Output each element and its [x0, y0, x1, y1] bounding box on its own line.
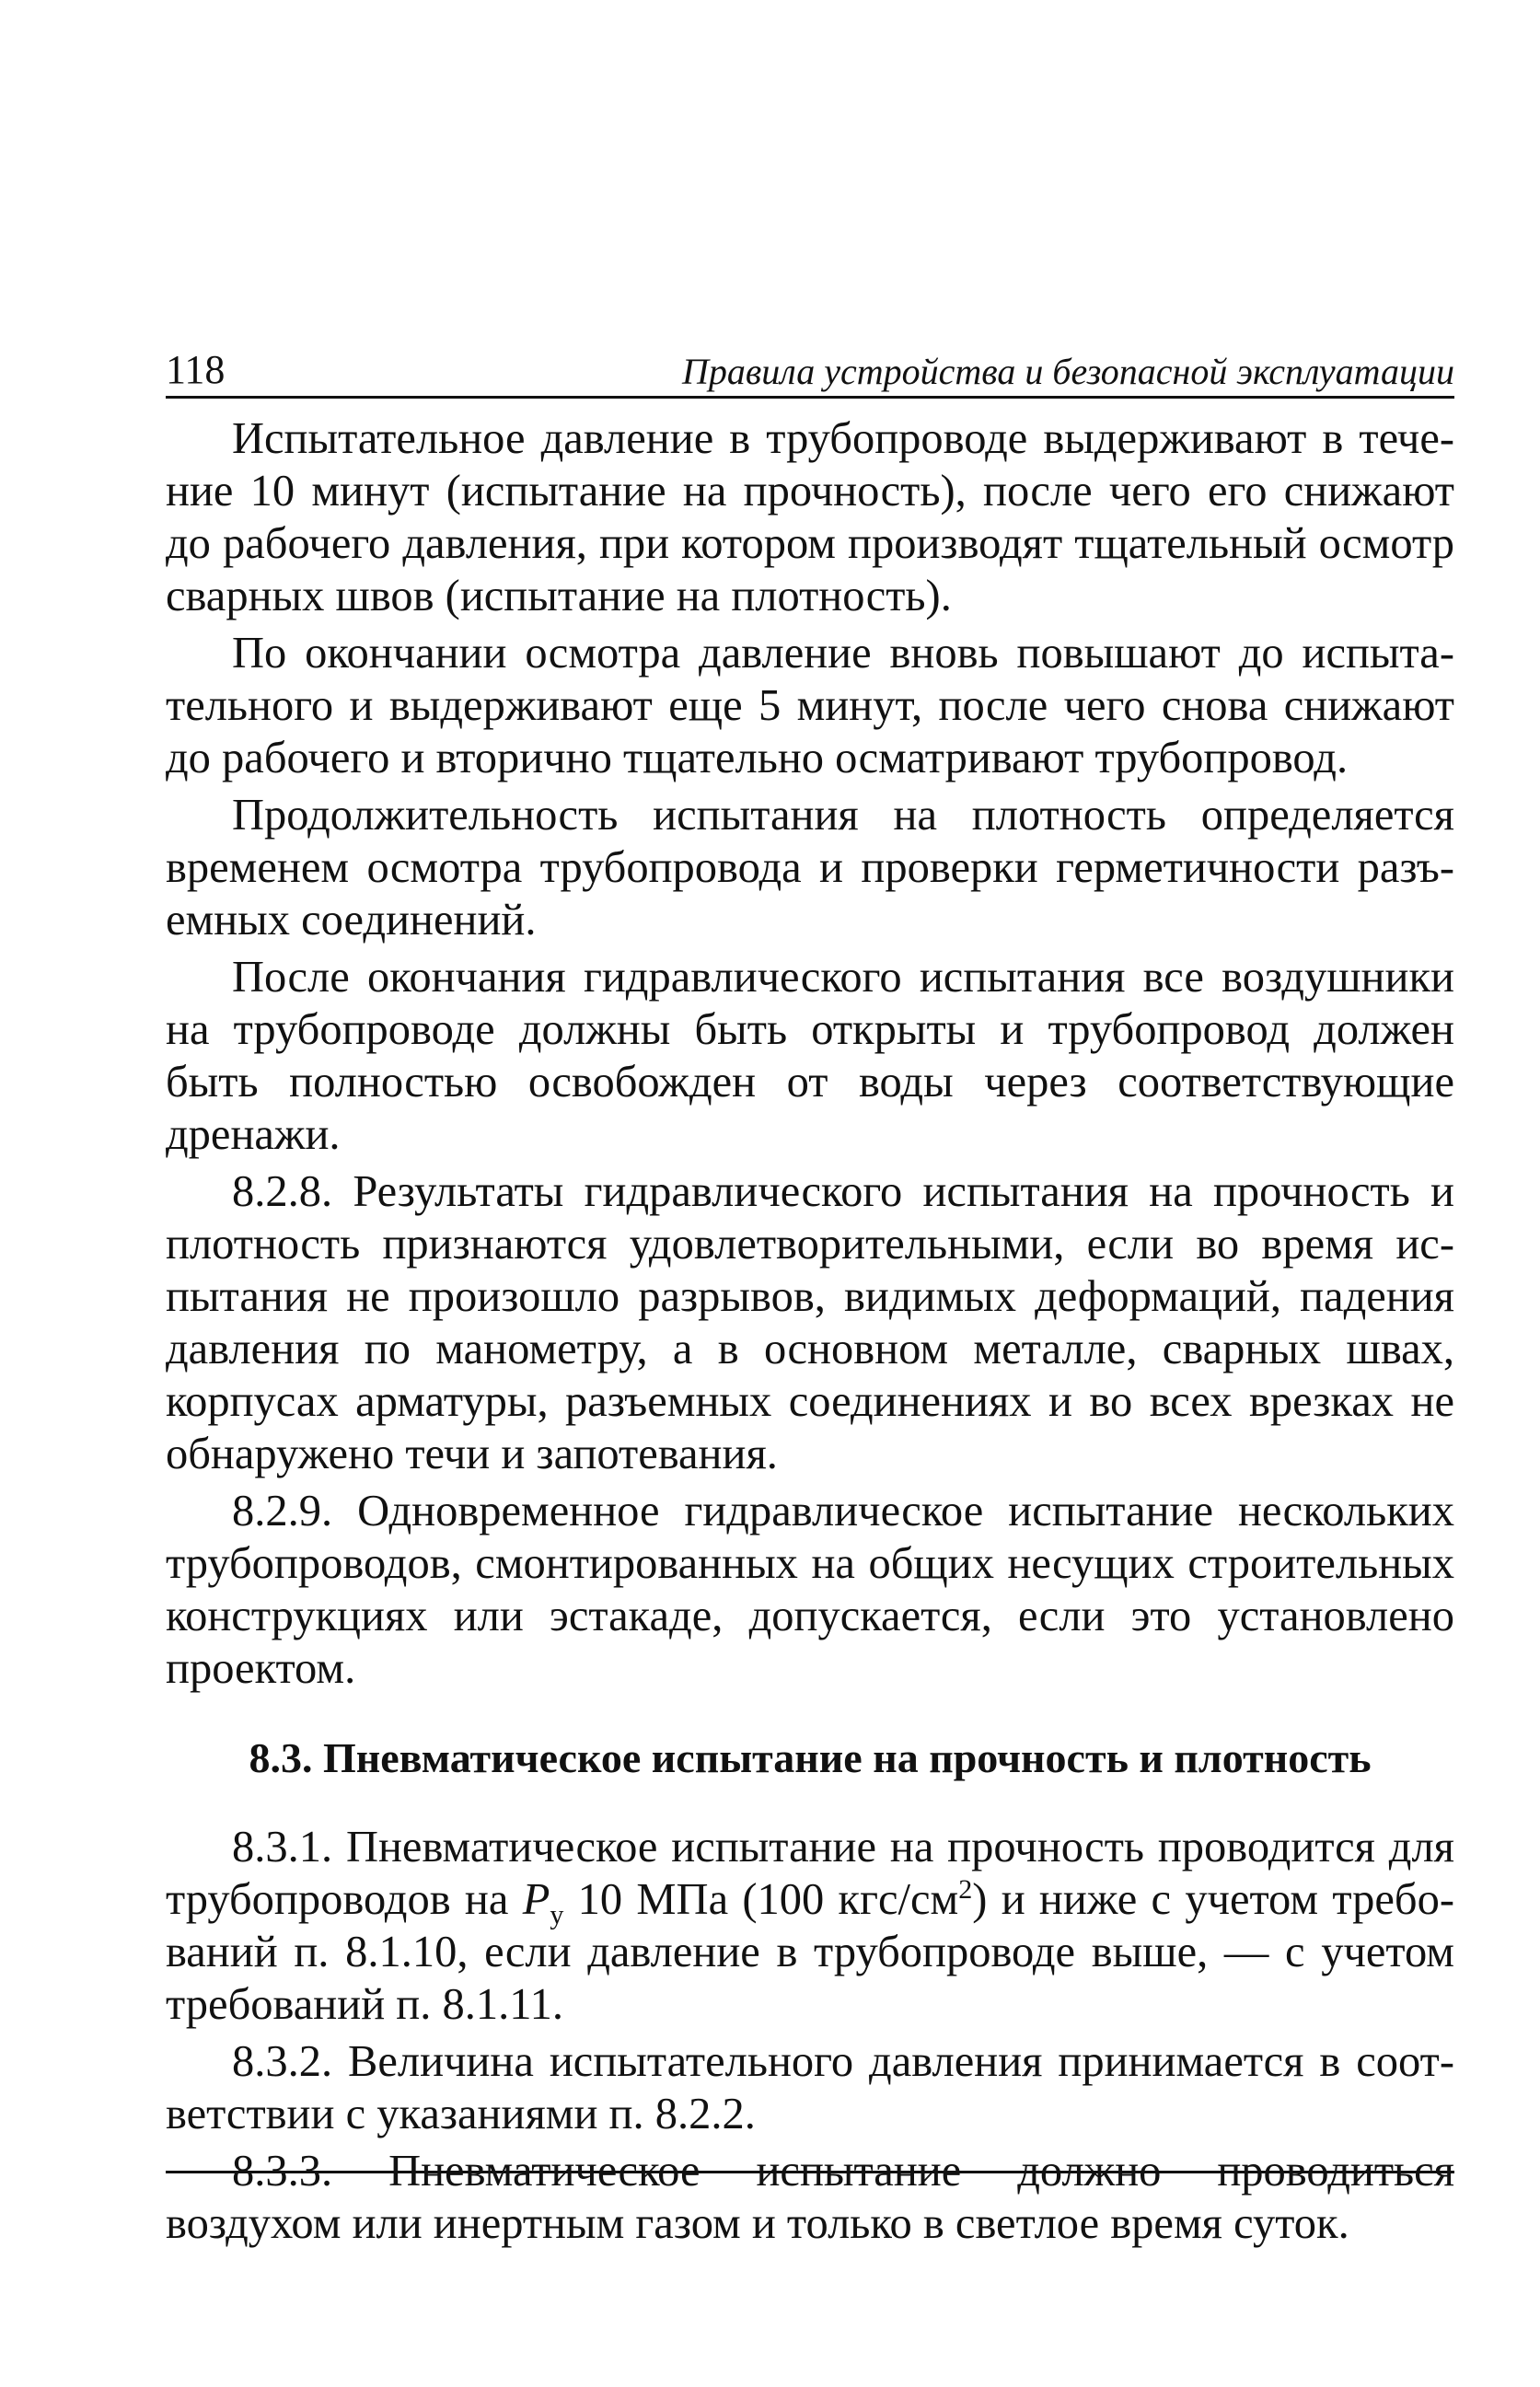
- pressure-symbol: P: [522, 1875, 550, 1924]
- paragraph-8-2-8: 8.2.8. Результаты гидравлического испытания на прочность и плотность признаются удовлетворительными, если во время испытания не произошло разрывов, видимых деформаций, падения давления по манометру, а в основном металле, сварных швах, корпусах арматуры, разъемных соединениях и во всех врезках не обнаружено течи и запотевания.: [166, 1167, 1454, 1478]
- paragraph-8-3-1-text-end: ) и ниже с учетом требований п. 8.1.10, если давление в трубопроводе выше, — с учетом требований п. 8.1.11.: [166, 1875, 1454, 2029]
- running-title: Правила устройства и безопасной эксплуатации: [682, 351, 1454, 392]
- page-number: 118: [166, 347, 226, 392]
- paragraph-drain-after-test: После окончания гидравлического испытания все воздушники на трубопроводе должны быть открыты и трубопровод должен быть полностью освобожден от воды через соответствующие дренажи.: [166, 953, 1454, 1159]
- paragraph-8-3-1-text-start: 8.3.1. Пневматическое испытание на прочность проводится для трубопроводов на: [166, 1823, 1454, 1924]
- paragraph-8-3-2: 8.3.2. Величина испытательного давления принимается в соответствии с указаниями п. 8.2.2.: [166, 2037, 1454, 2138]
- paragraph-repeat-inspection: По окончании осмотра давление вновь повышают до испытательного и выдерживают еще 5 минут, после чего снова снижают до рабочего и вторично тщательно осматривают трубопровод.: [166, 629, 1454, 782]
- paragraph-8-3-3: 8.3.3. Пневматическое испытание должно проводиться воздухом или инертным газом и только в светлое время суток.: [166, 2147, 1454, 2248]
- pressure-subscript: у: [550, 1898, 564, 1930]
- footer-rule: [166, 2171, 1454, 2173]
- paragraph-8-2-9: 8.2.9. Одновременное гидравлическое испытание нескольких трубопроводов, смонтированных на общих несущих строительных конструкциях или эстакаде, допускается, если это установлено проектом.: [166, 1487, 1454, 1693]
- page-header: [166, 331, 1454, 399]
- page-body: [166, 412, 1454, 2254]
- paragraph-8-3-1-text-middle: 10 МПа (100 кгс/см: [563, 1875, 959, 1924]
- section-heading-8-3: 8.3. Пневматическое испытание на прочность и плотность: [249, 1734, 1372, 1781]
- unit-superscript: 2: [958, 1872, 973, 1905]
- paragraph-density-test-duration: Продолжительность испытания на плотность определяется временем осмотра трубопровода и проверки герметичности разъемных соединений.: [166, 791, 1454, 944]
- paragraph-test-pressure-hold: Испытательное давление в трубопроводе выдерживают в течение 10 минут (испытание на прочность), после чего его снижают до рабочего давления, при котором производят тщательный осмотр сварных швов (испытание на плотность).: [166, 414, 1454, 620]
- paragraph-8-3-1: [166, 1821, 1454, 2031]
